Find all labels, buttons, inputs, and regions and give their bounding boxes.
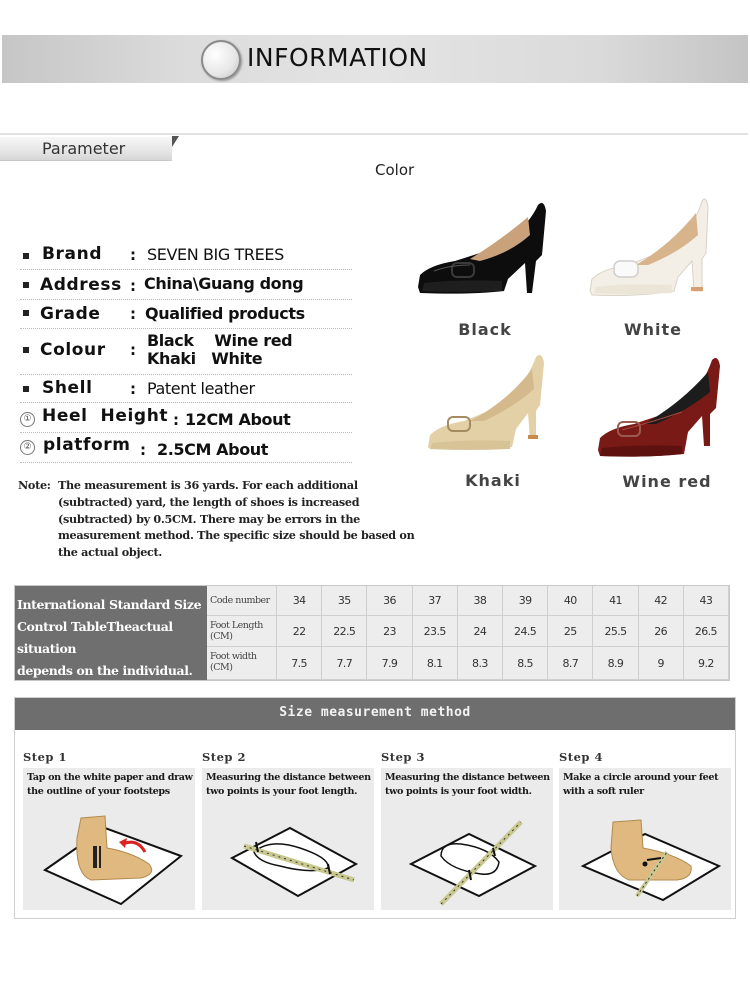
size-cell: 22.5 bbox=[322, 616, 367, 647]
black-shoe-image bbox=[410, 195, 560, 305]
step-panel bbox=[23, 768, 195, 910]
size-cell: 8.9 bbox=[593, 647, 638, 680]
row-header-foot-width: Foot width (CM) bbox=[207, 647, 277, 680]
color-option-wine-red[interactable] bbox=[592, 350, 742, 490]
size-cell: 8.1 bbox=[413, 647, 458, 680]
tab-notch-icon bbox=[172, 136, 179, 147]
size-cell: 22 bbox=[277, 616, 322, 647]
size-cell: 7.5 bbox=[277, 647, 322, 680]
size-cell: 26.5 bbox=[684, 616, 729, 647]
spec-colon: : bbox=[130, 380, 136, 398]
size-cell: 25 bbox=[548, 616, 593, 647]
spec-label: Colour bbox=[40, 340, 106, 360]
size-cell: 24 bbox=[458, 616, 503, 647]
number-one-icon: ① bbox=[20, 412, 35, 427]
size-grid bbox=[207, 586, 729, 680]
step-text: Measuring the distance between two points is your foot width. bbox=[385, 772, 550, 797]
bullet-icon bbox=[23, 386, 29, 392]
size-cell: 41 bbox=[593, 586, 638, 616]
spec-colon: : bbox=[130, 341, 136, 359]
spec-colon: : bbox=[173, 411, 179, 429]
method-title: Size measurement method bbox=[279, 705, 471, 720]
color-option-khaki[interactable] bbox=[418, 345, 568, 490]
spec-value: Patent leather bbox=[147, 379, 255, 398]
spec-label: Heel Height bbox=[42, 406, 169, 426]
size-cell: 37 bbox=[413, 586, 458, 616]
circle-emblem-icon bbox=[201, 40, 241, 80]
spec-row-platform bbox=[20, 435, 352, 463]
color-label: Khaki bbox=[465, 471, 521, 490]
color-title: Color bbox=[375, 161, 415, 179]
foot-width-illustration bbox=[389, 808, 549, 908]
size-cell: 26 bbox=[639, 616, 684, 647]
note-text: The measurement is 36 yards. For each additional (subtracted) yard, the length of shoes is increased (subtracted) by 0.5CM. There may be errors in the measurement method. The specific size should be based on the actual object. bbox=[58, 478, 415, 560]
step-panel bbox=[381, 768, 553, 910]
step-2 bbox=[202, 750, 374, 910]
step-title: Step 2 bbox=[202, 750, 246, 764]
step-text: Make a circle around your feet with a soft ruler bbox=[563, 772, 719, 797]
size-cell: 40 bbox=[548, 586, 593, 616]
foot-outline-illustration bbox=[31, 808, 191, 908]
size-cell: 7.9 bbox=[367, 647, 412, 680]
color-label: White bbox=[623, 320, 683, 339]
size-cell: 7.7 bbox=[322, 647, 367, 680]
spec-value: Qualified products bbox=[145, 304, 305, 323]
step-title: Step 1 bbox=[23, 750, 67, 764]
description-line: Control TableTheactual situation bbox=[17, 619, 173, 656]
spec-row-grade bbox=[20, 302, 352, 329]
spec-colon: : bbox=[140, 441, 146, 459]
spec-value: SEVEN BIG TREES bbox=[147, 245, 284, 264]
step-title: Step 4 bbox=[559, 750, 603, 764]
measurement-note bbox=[18, 477, 418, 561]
bullet-icon bbox=[23, 282, 29, 288]
spec-value: 12CM About bbox=[185, 410, 291, 429]
size-cell: 34 bbox=[277, 586, 322, 616]
description-line: International Standard Size bbox=[17, 597, 202, 612]
spec-row-colour bbox=[20, 331, 352, 375]
size-cell: 35 bbox=[322, 586, 367, 616]
step-text: Tap on the white paper and draw the outline of your footsteps bbox=[27, 772, 193, 797]
step-panel bbox=[202, 768, 374, 910]
information-banner bbox=[2, 35, 748, 83]
size-cell: 25.5 bbox=[593, 616, 638, 647]
size-cell: 8.3 bbox=[458, 647, 503, 680]
step-1 bbox=[23, 750, 195, 910]
number-two-icon: ② bbox=[20, 440, 35, 455]
size-cell: 23 bbox=[367, 616, 412, 647]
foot-length-illustration bbox=[210, 808, 370, 908]
row-header-foot-length: Foot Length (CM) bbox=[207, 616, 277, 647]
step-panel bbox=[559, 768, 731, 910]
step-text: Measuring the distance between two points is your foot length. bbox=[206, 772, 371, 797]
color-label: Black bbox=[458, 320, 512, 339]
size-cell: 9 bbox=[639, 647, 684, 680]
spec-value-line1: Black Wine red bbox=[147, 331, 293, 350]
spec-label: platform bbox=[43, 435, 131, 455]
description-line: depends on the individual. bbox=[17, 663, 193, 678]
foot-circumference-illustration bbox=[567, 808, 727, 908]
spec-value-line2: Khaki White bbox=[147, 349, 263, 368]
khaki-shoe-image bbox=[418, 345, 568, 455]
method-header bbox=[15, 698, 735, 730]
bullet-icon bbox=[23, 310, 29, 316]
bullet-icon bbox=[23, 253, 29, 259]
spec-value: 2.5CM About bbox=[157, 440, 269, 459]
bullet-icon bbox=[23, 347, 29, 353]
spec-row-heel-height bbox=[20, 405, 352, 433]
note-prefix: Note: bbox=[18, 478, 51, 492]
spec-row-address bbox=[20, 272, 352, 300]
wine-red-shoe-image bbox=[592, 350, 742, 460]
section-divider bbox=[0, 133, 748, 135]
spec-label: Address bbox=[40, 275, 122, 295]
white-shoe-image bbox=[578, 195, 728, 305]
size-cell: 23.5 bbox=[413, 616, 458, 647]
size-cell: 39 bbox=[503, 586, 548, 616]
row-header-code-number: Code number bbox=[207, 586, 277, 616]
size-cell: 42 bbox=[639, 586, 684, 616]
size-cell: 38 bbox=[458, 586, 503, 616]
size-cell: 24.5 bbox=[503, 616, 548, 647]
size-cell: 36 bbox=[367, 586, 412, 616]
step-4 bbox=[559, 750, 731, 910]
spec-colon: : bbox=[130, 246, 136, 264]
color-label: Wine red bbox=[622, 472, 712, 491]
color-option-white[interactable] bbox=[578, 195, 728, 339]
size-cell: 8.7 bbox=[548, 647, 593, 680]
spec-row-brand bbox=[20, 243, 352, 270]
spec-label: Shell bbox=[42, 378, 93, 398]
color-option-black[interactable] bbox=[410, 195, 560, 339]
information-title: INFORMATION bbox=[247, 43, 428, 72]
spec-colon: : bbox=[130, 305, 136, 323]
parameter-tab bbox=[0, 137, 172, 161]
size-cell: 9.2 bbox=[684, 647, 729, 680]
parameter-tab-label: Parameter bbox=[42, 139, 126, 158]
step-title: Step 3 bbox=[381, 750, 425, 764]
size-cell: 8.5 bbox=[503, 647, 548, 680]
size-chart-table bbox=[14, 585, 730, 681]
spec-colon: : bbox=[130, 277, 136, 295]
size-chart-description bbox=[15, 586, 207, 680]
spec-row-shell bbox=[20, 377, 352, 403]
measurement-method-section bbox=[14, 697, 736, 919]
spec-label: Grade bbox=[40, 304, 101, 324]
spec-value: China\Guang dong bbox=[144, 274, 304, 293]
size-cell: 43 bbox=[684, 586, 729, 616]
step-3 bbox=[381, 750, 553, 910]
spec-label: Brand bbox=[42, 244, 103, 264]
